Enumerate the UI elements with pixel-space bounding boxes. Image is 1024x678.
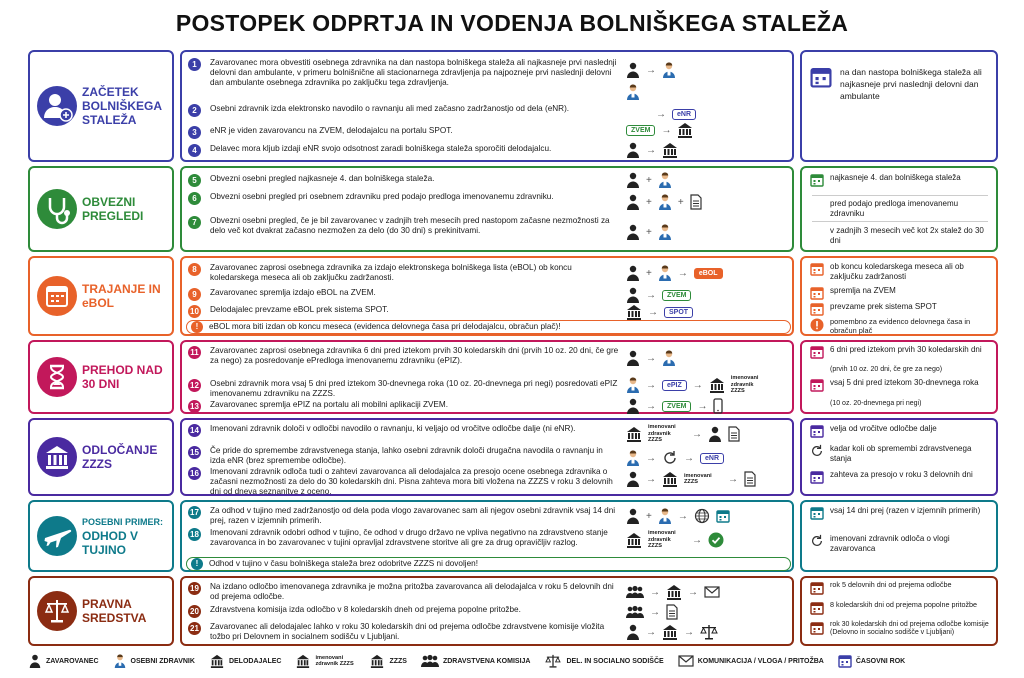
doctor-icon xyxy=(626,84,640,100)
calendar-icon xyxy=(810,66,832,88)
steps-box xyxy=(180,576,794,646)
notes-box xyxy=(800,576,998,646)
steps-box xyxy=(180,418,794,496)
step-text: eNR je viden zavarovancu na ZVEM, delodajalcu na portalu SPOT. xyxy=(210,126,453,135)
step-21 xyxy=(188,622,788,642)
section-zzzs-decision xyxy=(28,418,998,496)
section-label: ZAČETEK BOLNIŠKEGA STALEŽA xyxy=(82,85,162,127)
warning-banner xyxy=(186,320,791,334)
section-ebol xyxy=(28,256,998,336)
building-icon xyxy=(626,304,642,320)
arrow-icon: → xyxy=(684,626,694,638)
doctor-icon xyxy=(658,265,672,281)
arrow-icon: → xyxy=(646,289,656,301)
section-start xyxy=(28,50,998,162)
step-flow xyxy=(626,222,796,242)
group-icon xyxy=(626,584,644,600)
step-flow xyxy=(626,82,796,102)
calendar-icon xyxy=(810,621,824,635)
steps-box xyxy=(180,256,794,336)
exclamation-icon: ! xyxy=(191,321,203,333)
step-flow xyxy=(626,140,796,160)
institution-icon xyxy=(662,624,678,640)
step-number: 2 xyxy=(188,104,201,117)
appointed-doctor-label: imenovani ZZZS xyxy=(684,472,712,485)
legend-item: ZZZS xyxy=(369,654,407,668)
note-text: imenovani zdravnik odloča o vlogi zavarovanca xyxy=(830,534,950,553)
person-icon xyxy=(626,287,640,303)
doctor-icon xyxy=(658,194,672,210)
section-label-box xyxy=(28,340,174,414)
step-number: 5 xyxy=(188,174,201,187)
arrow-icon: → xyxy=(692,534,702,546)
step-9 xyxy=(188,288,788,302)
section-label-box xyxy=(28,500,174,572)
note-text: 8 koledarskih dni od prejema popolne pritožbe xyxy=(830,600,978,609)
arrow-icon: → xyxy=(692,428,702,440)
section-exams xyxy=(28,166,998,252)
step-number: 1 xyxy=(188,58,201,71)
step-number: 21 xyxy=(188,622,201,635)
building-icon xyxy=(677,122,693,138)
person-icon xyxy=(626,172,640,188)
step-text: Imenovani zdravnik določi v odločbi navodilo o ravnanju, ki veljajo od vročitve odločbe dalje (ni eNR). xyxy=(210,424,576,433)
stethoscope-icon xyxy=(37,189,77,229)
step-number: 19 xyxy=(188,582,201,595)
steps-box xyxy=(180,166,794,252)
arrow-icon: → xyxy=(650,586,660,598)
note-text: rok 30 koledarskih dni od prejema odločbe komisije (Delovno in socialno sodišče v Ljubljani) xyxy=(830,621,989,636)
scales-icon xyxy=(37,591,77,631)
calendar-icon xyxy=(838,654,852,668)
step-flow xyxy=(626,170,796,190)
section-label-box xyxy=(28,166,174,252)
step-flow xyxy=(626,506,796,526)
doctor-icon xyxy=(626,450,640,466)
enr-badge: eNR xyxy=(700,453,724,464)
arrow-icon: → xyxy=(688,586,698,598)
step-flow xyxy=(626,469,796,489)
institution-icon xyxy=(709,377,725,393)
step-flow xyxy=(626,530,796,550)
calendar-icon xyxy=(810,286,824,300)
step-number: 8 xyxy=(188,263,201,276)
step-text: Na izdano odločbo imenovanega zdravnika je možna pritožba zavarovanca ali delodajalca v roku 5 delovnih dni od prejema odločbe. xyxy=(210,582,614,601)
step-text: Osebni zdravnik izda elektronsko navodilo o ravnanju ali med začasno zadržanostjo od dela (eNR). xyxy=(210,104,570,113)
zvem-badge: ZVEM xyxy=(662,290,691,301)
section-label-box xyxy=(28,576,174,646)
divider xyxy=(812,195,988,196)
doctor-icon xyxy=(658,508,672,524)
person-icon xyxy=(626,398,640,414)
ebol-badge: eBOL xyxy=(694,268,723,279)
step-8 xyxy=(188,263,788,285)
zvem-badge: ZVEM xyxy=(626,125,655,136)
note-text: v zadnjih 3 mesecih več kot 2x stalež do 30 dni xyxy=(830,226,984,245)
calendar-icon xyxy=(810,581,824,595)
doctor-icon xyxy=(662,350,676,366)
note-text: rok 5 delovnih dni od prejema odločbe xyxy=(830,580,952,589)
note-text: (prvih 10 oz. 20 dni, če gre za nego) xyxy=(830,366,943,373)
person-icon xyxy=(626,194,640,210)
step-flow xyxy=(626,622,796,642)
arrow-icon: → xyxy=(684,452,694,464)
step-number: 4 xyxy=(188,144,201,157)
step-text: Zdravstvena komisija izda odločbo v 8 koledarskih dneh od prejema popolne pritožbe. xyxy=(210,605,521,614)
step-7 xyxy=(188,216,788,248)
plus-icon: + xyxy=(646,267,652,279)
calendar-icon xyxy=(810,378,824,392)
calendar-icon xyxy=(37,276,77,316)
spot-badge: SPOT xyxy=(664,307,693,318)
institution-icon xyxy=(626,532,642,548)
person-icon xyxy=(708,426,722,442)
arrow-icon: → xyxy=(646,400,656,412)
person-icon xyxy=(626,142,640,158)
step-number: 20 xyxy=(188,605,201,618)
arrow-icon: → xyxy=(646,64,656,76)
step-text: Imenovani zdravnik odobri odhod v tujino, če odhod v drugo državo ne vpliva negativno na zdravstveno stanje zavarovanca in bo zavarovanec v tujini opravljal zdravstvene storitve ali gre za drug opravičljiv razlog. xyxy=(210,528,608,547)
exclamation-icon: ! xyxy=(191,558,203,570)
step-flow xyxy=(626,602,796,622)
note-text: velja od vročitve odločbe dalje xyxy=(830,424,937,433)
person-icon xyxy=(626,350,640,366)
section-label-box xyxy=(28,50,174,162)
legend-item: DELODAJALEC xyxy=(209,654,282,668)
step-4 xyxy=(188,144,788,158)
step-flow xyxy=(626,375,796,395)
group-icon xyxy=(626,604,644,620)
note-text: zahteva za presojo v roku 3 delovnih dni xyxy=(830,470,973,479)
document-icon xyxy=(744,471,756,487)
steps-box xyxy=(180,50,794,162)
phone-icon xyxy=(713,398,723,414)
step-13 xyxy=(188,400,788,412)
step-1 xyxy=(188,58,788,102)
arrow-icon: → xyxy=(677,510,688,522)
note-text: najkasneje 4. dan bolniškega staleža xyxy=(830,173,961,182)
refresh-icon xyxy=(810,444,824,458)
notes-box xyxy=(800,50,998,162)
hourglass-icon xyxy=(37,357,77,397)
document-icon xyxy=(666,604,678,620)
page-title: POSTOPEK ODPRTJA IN VODENJA BOLNIŠKEGA STALEŽA xyxy=(175,10,849,36)
doctor-icon xyxy=(658,224,672,240)
section-label: PRAVNA SREDSTVA xyxy=(82,597,147,625)
steps-box xyxy=(180,340,794,414)
step-6 xyxy=(188,192,788,214)
step-flow xyxy=(626,448,796,468)
document-check-icon xyxy=(728,426,740,442)
calendar-icon xyxy=(810,424,824,438)
step-3 xyxy=(188,126,788,140)
person-plus-icon xyxy=(37,86,77,126)
step-text: Če pride do spremembe zdravstvenega stanja, lahko osebni zdravnik določi drugačna navodila o ravnanju in izda eNR (brez spremembe odločbe). xyxy=(210,446,603,465)
globe-icon xyxy=(694,508,710,524)
step-flow xyxy=(626,60,796,80)
arrow-icon: → xyxy=(646,452,656,464)
step-text: Zavarovanec mora obvestiti osebnega zdravnika na dan nastopa bolniškega staleža ali najkasneje prvi naslednji delovni dan ambulante, v primeru bolnišnične ali stacionarnega zdravljenja pa najpozneje prvi naslednji delovni dan ambulante osebnega zdravnika po zaključku tega zdravljenja. xyxy=(210,58,617,87)
building-icon xyxy=(662,142,678,158)
legend-item: DEL. IN SOCIALNO SODIŠČE xyxy=(544,654,663,668)
step-text: Za odhod v tujino med zadržanostjo od dela poda vlogo zavarovanec sam ali njegov osebni zdravnik vsaj 14 dni prej, razen v izjemnih primerih. xyxy=(210,506,616,525)
section-label: ODLOČANJE ZZZS xyxy=(82,443,158,471)
step-16 xyxy=(188,467,788,497)
note-text: 6 dni pred iztekom prvih 30 koledarskih dni xyxy=(830,345,982,354)
group-icon xyxy=(421,654,439,668)
section-label: TRAJANJE IN eBOL xyxy=(82,282,161,310)
warning-text: Odhod v tujino v času bolniškega staleža brez odobritve ZZZS ni dovoljen! xyxy=(209,559,478,568)
arrow-icon: → xyxy=(697,400,708,412)
calendar-icon xyxy=(810,173,824,187)
plus-icon: + xyxy=(646,226,652,238)
institution-icon xyxy=(626,426,642,442)
step-15 xyxy=(188,446,788,466)
legend-item: KOMUNIKACIJA / VLOGA / PRITOŽBA xyxy=(678,654,824,668)
arrow-icon: → xyxy=(646,144,656,156)
note-text: pred podajo predloga imenovanemu zdravniku xyxy=(830,199,959,218)
step-17 xyxy=(188,506,788,526)
step-number: 12 xyxy=(188,379,201,392)
arrow-icon: → xyxy=(650,606,660,618)
document-icon xyxy=(690,194,702,210)
legend-item: imenovani zdravnik ZZZS xyxy=(295,654,355,668)
calendar-icon xyxy=(810,302,824,316)
step-number: 6 xyxy=(188,192,201,205)
step-number: 18 xyxy=(188,528,201,541)
divider xyxy=(812,221,988,222)
step-number: 15 xyxy=(188,446,201,459)
calendar-icon xyxy=(810,506,824,520)
step-text: Osebni zdravnik mora vsaj 5 dni pred iztekom 30-dnevnega roka (10 oz. 20-dnevnega pri negi) posredovati ePIZ imenovanemu zdravniku na ZZZS. xyxy=(210,379,618,398)
envelope-icon xyxy=(678,654,694,668)
arrow-icon: → xyxy=(656,108,666,120)
arrow-icon: → xyxy=(728,473,738,485)
section-label-small: POSEBNI PRIMER: xyxy=(82,517,164,527)
step-text: Zavarovanec spremlja ePIZ na portalu ali mobilni aplikaciji ZVEM. xyxy=(210,400,448,409)
legend xyxy=(28,650,998,672)
legend-item: OSEBNI ZDRAVNIK xyxy=(113,654,195,668)
refresh-icon xyxy=(662,450,678,466)
step-10 xyxy=(188,305,788,319)
step-flow xyxy=(626,582,796,602)
step-number: 14 xyxy=(188,424,201,437)
appointed-doctor-label: imenovani zdravnik ZZZS xyxy=(648,424,676,444)
plus-icon: + xyxy=(677,196,684,208)
steps-box xyxy=(180,500,794,572)
arrow-icon: → xyxy=(646,473,656,485)
plus-icon: + xyxy=(646,196,652,208)
zvem-badge: ZVEM xyxy=(662,401,691,412)
person-icon xyxy=(626,508,640,524)
arrow-icon: → xyxy=(646,352,656,364)
step-number: 7 xyxy=(188,216,201,229)
person-icon xyxy=(626,62,640,78)
step-number: 3 xyxy=(188,126,201,139)
step-text: Delodajalec prevzame eBOL prek sistema SPOT. xyxy=(210,305,389,314)
appointed-doctor-label: imenovani zdravnik ZZZS xyxy=(648,530,676,550)
step-19 xyxy=(188,582,788,602)
section-label-box xyxy=(28,256,174,336)
note-text: vsaj 5 dni pred iztekom 30-dnevnega roka xyxy=(830,378,979,387)
arrow-icon: → xyxy=(646,379,656,391)
legend-item: ZAVAROVANEC xyxy=(28,654,99,668)
scales-icon xyxy=(544,654,562,668)
note-text: prevzame prek sistema SPOT xyxy=(830,302,937,311)
appointed-doctor-label: imenovani zdravnik ZZZS xyxy=(730,375,759,395)
note-text: (10 oz. 20-dnevnega pri negi) xyxy=(830,400,922,407)
person-icon xyxy=(626,265,640,281)
notes-box xyxy=(800,418,998,496)
step-number: 10 xyxy=(188,305,201,318)
exclamation-icon xyxy=(810,318,824,332)
step-number: 11 xyxy=(188,346,201,359)
step-11 xyxy=(188,346,788,378)
note-text: spremlja na ZVEM xyxy=(830,286,896,295)
arrow-icon: → xyxy=(661,124,672,136)
step-20 xyxy=(188,605,788,619)
step-text: Imenovani zdravnik odloča tudi o zahtevi zavarovanca ali delodajalca za presojo ocene osebnega zdravnika o začasni nezmožnosti za delo do 30 koledarskih dni. Pisna zahteva mora biti vložena na ZZZS v roku 3 delovnih dni od dneva seznanitve z oceno. xyxy=(210,467,613,496)
notes-box xyxy=(800,500,998,572)
step-flow xyxy=(626,396,796,416)
warning-text: eBOL mora biti izdan ob koncu meseca (evidenca delovnega časa pri delodajalcu, obračun plač)! xyxy=(209,322,561,331)
step-flow xyxy=(626,192,796,212)
step-18 xyxy=(188,528,788,558)
section-label: OBVEZNI PREGLEDI xyxy=(82,195,144,223)
note-text: ob koncu koledarskega meseca ali ob zaključku zadržanosti xyxy=(830,262,964,281)
institution-icon xyxy=(666,584,682,600)
person-icon xyxy=(626,624,640,640)
notes-box xyxy=(800,166,998,252)
step-text: Zavarovanec zaprosi osebnega zdravnika za izdajo elektronskega bolniškega lista (eBOL) ob koncu koledarskega meseca ali ob zaključku zadržanosti. xyxy=(210,263,572,282)
section-abroad xyxy=(28,500,998,572)
refresh-icon xyxy=(810,534,824,548)
step-flow xyxy=(626,120,796,140)
step-14 xyxy=(188,424,788,444)
doctor-icon xyxy=(658,172,672,188)
institution-icon xyxy=(37,437,77,477)
section-label: PREHOD NAD 30 DNI xyxy=(82,363,163,391)
step-text: Obvezni osebni pregled, če je bil zavarovanec v zadnjih treh mesecih pred nastopom začasne nezmožnosti za delo več kot dvakrat začasno nezmožen za delo (do 30 dni) s prekinitvami. xyxy=(210,216,610,235)
airplane-icon xyxy=(37,516,77,556)
step-number: 13 xyxy=(188,400,201,413)
building-icon xyxy=(209,654,225,668)
step-text: Delavec mora kljub izdaji eNR svojo odsotnost zaradi bolniškega staleža sporočiti delodajalcu. xyxy=(210,144,552,153)
note-text: vsaj 14 dni prej (razen v izjemnih primerih) xyxy=(830,506,981,515)
warning-banner xyxy=(186,557,791,571)
step-number: 17 xyxy=(188,506,201,519)
epiz-badge: ePIZ xyxy=(662,380,687,391)
calendar-icon xyxy=(716,508,730,524)
step-flow xyxy=(626,302,796,322)
institution-icon xyxy=(662,471,678,487)
scales-icon xyxy=(700,624,718,640)
check-icon xyxy=(708,532,724,548)
enr-badge: eNR xyxy=(672,109,696,120)
person-icon xyxy=(626,471,640,487)
doctor-icon xyxy=(626,377,640,393)
note-text: na dan nastopa bolniškega staleža ali najkasneje prvi naslednji delovni dan ambulante xyxy=(840,67,982,101)
step-flow xyxy=(626,263,796,283)
arrow-icon: → xyxy=(646,626,656,638)
step-number: 16 xyxy=(188,467,201,480)
section-label-box xyxy=(28,418,174,496)
person-icon xyxy=(28,654,42,668)
legend-item: ZDRAVSTVENA KOMISIJA xyxy=(421,654,531,668)
step-text: Zavarovanec spremlja izdajo eBOL na ZVEM. xyxy=(210,288,376,297)
note-text: kadar koli ob spremembi zdravstvenega stanja xyxy=(830,444,972,463)
arrow-icon: → xyxy=(692,379,703,391)
section-label: POSEBNI PRIMER: ODHOD V TUJINO xyxy=(82,515,174,557)
calendar-icon xyxy=(810,262,824,276)
institution-icon xyxy=(369,654,385,668)
step-number: 9 xyxy=(188,288,201,301)
arrow-icon: → xyxy=(648,306,658,318)
calendar-icon xyxy=(810,601,824,615)
step-text: Zavarovanec ali delodajalec lahko v roku 30 koledarskih dni od prejema odločbe zdravstvene komisije vložita tožbo pri Delovnem in socialnem sodišču v Ljubljani. xyxy=(210,622,605,641)
step-text: Obvezni osebni pregled pri osebnem zdravniku pred podajo predloga imenovanemu zdravniku. xyxy=(210,192,554,201)
institution-icon xyxy=(295,654,311,668)
arrow-icon: → xyxy=(677,267,688,279)
doctor-icon xyxy=(113,654,127,668)
calendar-icon xyxy=(810,345,824,359)
envelope-icon xyxy=(704,584,720,600)
section-over-30 xyxy=(28,340,998,414)
notes-box xyxy=(800,256,998,336)
section-legal-remedies xyxy=(28,576,998,646)
plus-icon: + xyxy=(646,174,652,186)
notes-box xyxy=(800,340,998,414)
step-text: Zavarovanec zaprosi osebnega zdravnika 6 dni pred iztekom prvih 30 koledarskih dni (prvih 10 oz. 20 dni, če gre za nego) za posredovanje ePredloga imenovanemu zdravniku (ePIZ). xyxy=(210,346,619,365)
person-icon xyxy=(626,224,640,240)
plus-icon: + xyxy=(646,510,652,522)
step-text: Obvezni osebni pregled najkasneje 4. dan bolniškega staleža. xyxy=(210,174,435,183)
legend-item: ČASOVNI ROK xyxy=(838,654,905,668)
doctor-icon xyxy=(662,62,676,78)
step-5 xyxy=(188,174,788,190)
calendar-icon xyxy=(810,470,824,484)
step-flow xyxy=(626,348,796,368)
step-flow xyxy=(626,424,796,444)
note-text: pomembno za evidenco delovnega časa in obračun plač xyxy=(830,317,971,335)
